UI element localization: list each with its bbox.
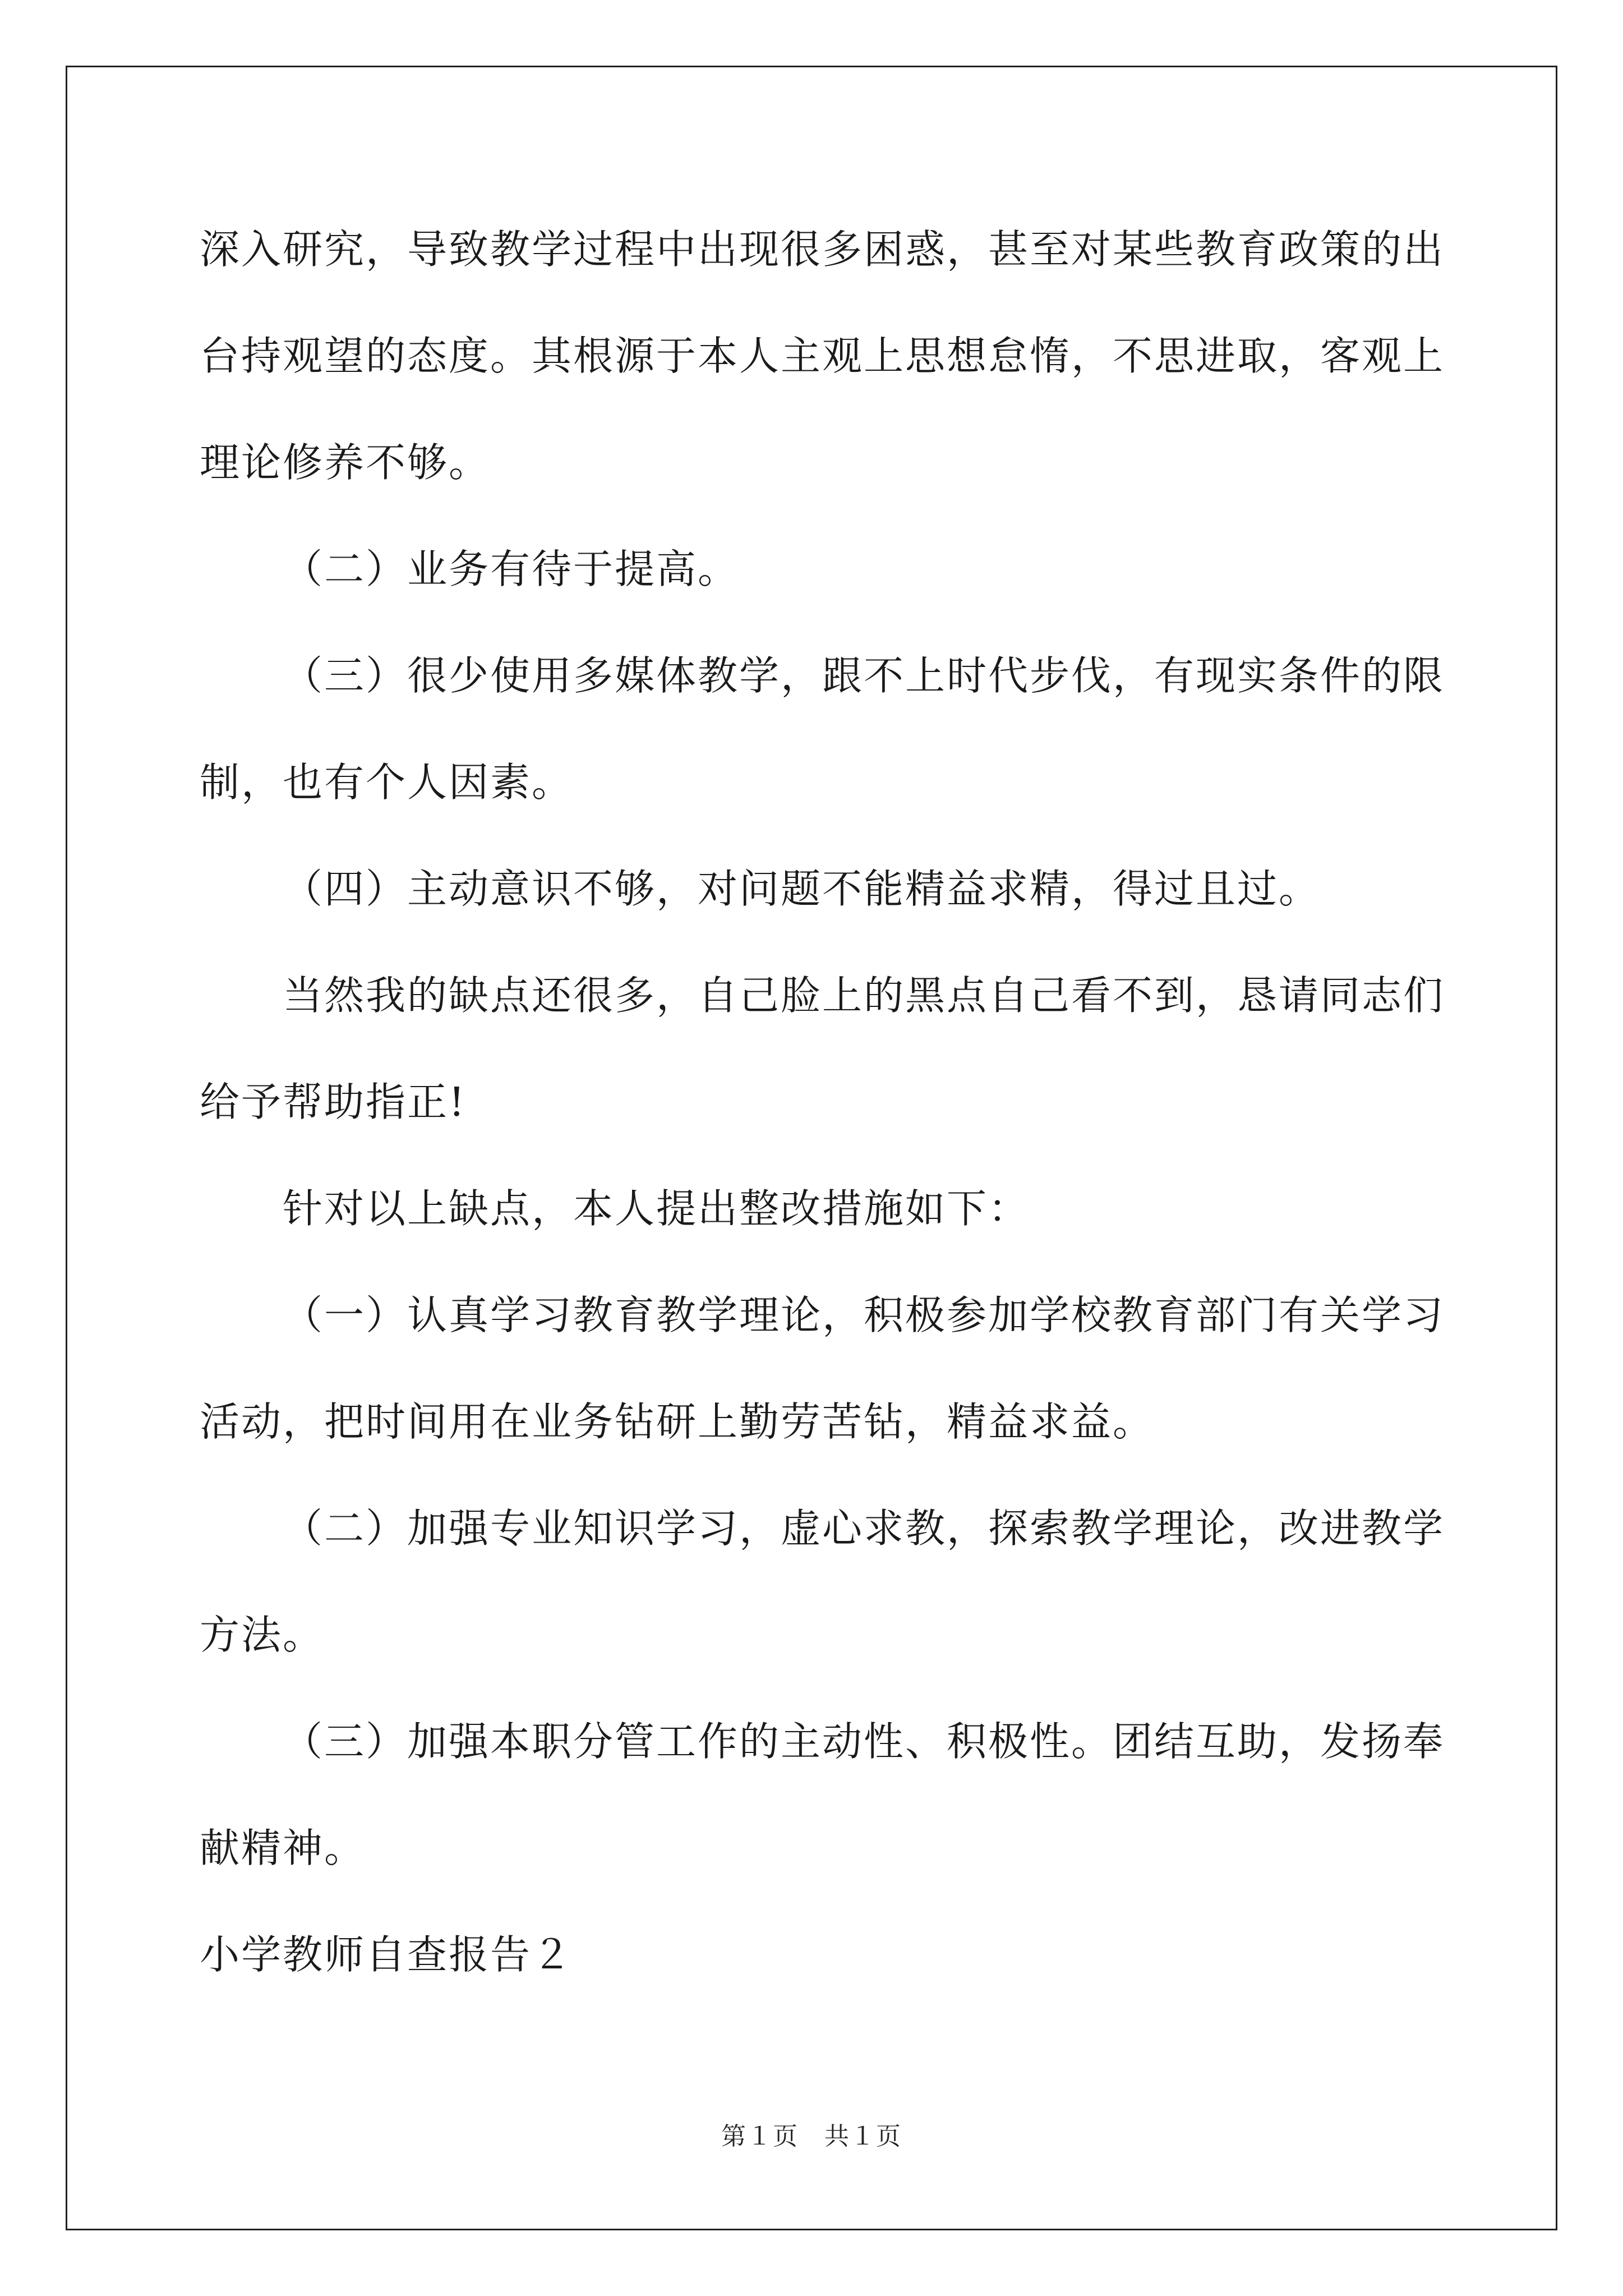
document-body [200,216,1445,2028]
paragraph-line: 深入研究，导致教学过程中出现很多困惑，甚至对某些教育政策的出 [200,226,1445,273]
paragraph-line: （一）认真学习教育教学理论，积极参加学校教育部门有关学习 [283,1292,1445,1338]
paragraph-line: （四）主动意识不够，对问题不能精益求精，得过且过。 [283,866,1321,912]
paragraph-line: 方法。 [200,1612,325,1658]
paragraph-line: 理论修养不够。 [200,439,491,486]
paragraph-line: （三）很少使用多媒体教学，跟不上时代步伐，有现实条件的限 [283,652,1445,699]
paragraph-line: 台持观望的态度。其根源于本人主观上思想怠惰，不思进取，客观上 [200,333,1445,379]
section-heading: 小学教师自查报告２ [200,1931,574,1978]
paragraph-line: 活动，把时间用在业务钻研上勤劳苦钻，精益求益。 [200,1398,1155,1445]
paragraph-line: 针对以上缺点，本人提出整改措施如下： [283,1185,1030,1232]
paragraph-line: 给予帮助指正! [200,1079,467,1125]
page-footer [0,2116,1623,2152]
page-number: 第１页 共１页 [721,2122,902,2151]
paragraph-line: 献精神。 [200,1825,366,1871]
paragraph-line: （二）加强专业知识学习，虚心求教，探索教学理论，改进教学 [283,1505,1445,1552]
paragraph-line: 当然我的缺点还很多，自己脸上的黑点自己看不到，恳请同志们 [283,972,1445,1019]
paragraph-line: （二）业务有待于提高。 [283,546,740,592]
paragraph-line: （三）加强本职分管工作的主动性、积极性。团结互助，发扬奉 [283,1718,1445,1765]
paragraph-line: 制，也有个人因素。 [200,759,574,806]
